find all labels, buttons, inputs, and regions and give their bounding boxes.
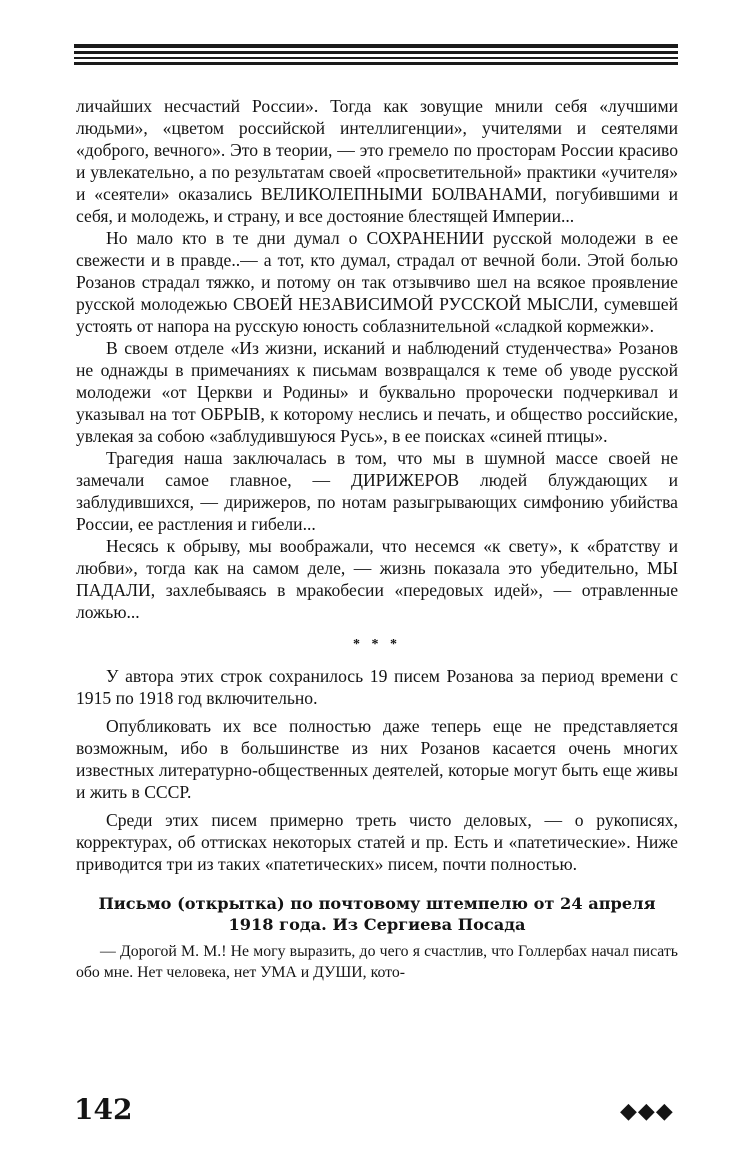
paragraph: Трагедия наша заключалась в том, что мы в шумной массе своей не замечали самое главное, — ДИРИЖЕРОВ людей блуждающих и заблудившихся, — дирижеров, по нотам разыгрывающих симфонию убийства России, ее растления и гибели...: [76, 448, 678, 534]
main-text: [76, 95, 678, 983]
header-rule-3: [74, 57, 678, 59]
paragraph: В своем отделе «Из жизни, исканий и наблюдений студенчества» Розанов не однажды в примечаниях к письмам возвращался к теме об уводе русской молодежи «от Церкви и Родины» и буквально пророчески подчеркивал и указывал на тот ОБРЫВ, к которому неслись и печать, и общество российские, увлекая за собою «заблудившуюся Русь», в ее поисках «синей птицы».: [76, 338, 678, 446]
paragraph: У автора этих строк сохранилось 19 писем Розанова за период времени с 1915 по 1918 год включительно.: [76, 666, 678, 708]
header-rule-2: [74, 51, 678, 54]
paragraph: Но мало кто в те дни думал о СОХРАНЕНИИ русской молодежи в ее свежести и в правде..— а тот, кто думал, страдал от вечной боли. Этой болью Розанов страдал тяжко, и потому он так отзывчиво шел на всякое проявление русской молодежью СВОЕЙ НЕЗАВИСИМОЙ РУССКОЙ МЫСЛИ, сумевшей устоять от напора на русскую юность соблазнительной «сладкой кормежки».: [76, 228, 678, 336]
paragraph: Опубликовать их все полностью даже теперь еще не представляется возможным, ибо в большинстве из них Розанов касается очень многих известных литературно-общественных деятелей, которые могут быть еще живы и жить в СССР.: [76, 716, 678, 802]
letter-heading-line-1: Письмо (открытка) по почтовому штемпелю от 24 апреля: [98, 894, 656, 913]
diamond-ornament-icon: ◆◆◆: [620, 1098, 674, 1123]
header-rule-ornament: [74, 44, 678, 68]
letter-heading-line-2: 1918 года. Из Сергиева Посада: [228, 915, 526, 934]
page-number: 142: [74, 1093, 133, 1126]
header-rule-1: [74, 44, 678, 48]
paragraph: Несясь к обрыву, мы воображали, что несемся «к свету», к «братству и любви», тогда как на самом деле, — жизнь показала это убедительно, МЫ ПАДАЛИ, захлебываясь в мракобесии «передовых идей», — отравленные ложью...: [76, 536, 678, 622]
paragraph: личайших несчастий России». Тогда как зовущие мнили себя «лучшими людьми», «цветом российской интеллигенции», учителями и сеятелями «доброго, вечного». Это в теории, — это гремело по просторам России красиво и увлекательно, а по результатам своей «просветительной» практики «учителя» и «сеятели» оказались ВЕЛИКОЛЕПНЫМИ БОЛВАНАМИ, погубившими и себя, и молодежь, и страну, и все достояние блестящей Империи...: [76, 96, 678, 226]
section-separator: * * *: [353, 637, 401, 652]
letter-text: — Дорогой М. М.! Не могу выразить, до чего я счастлив, что Голлербах начал писать обо мне. Нет человека, нет УМА и ДУШИ, кото-: [76, 943, 678, 981]
letter-body: [76, 941, 678, 983]
paragraph: Среди этих писем примерно треть чисто деловых, — о рукописях, корректурах, об оттисках некоторых статей и пр. Есть и «патетические». Ниже приводится три из таких «патетических» писем, почти полностью.: [76, 810, 678, 874]
letter-heading: [76, 893, 678, 935]
header-rule-4: [74, 62, 678, 65]
